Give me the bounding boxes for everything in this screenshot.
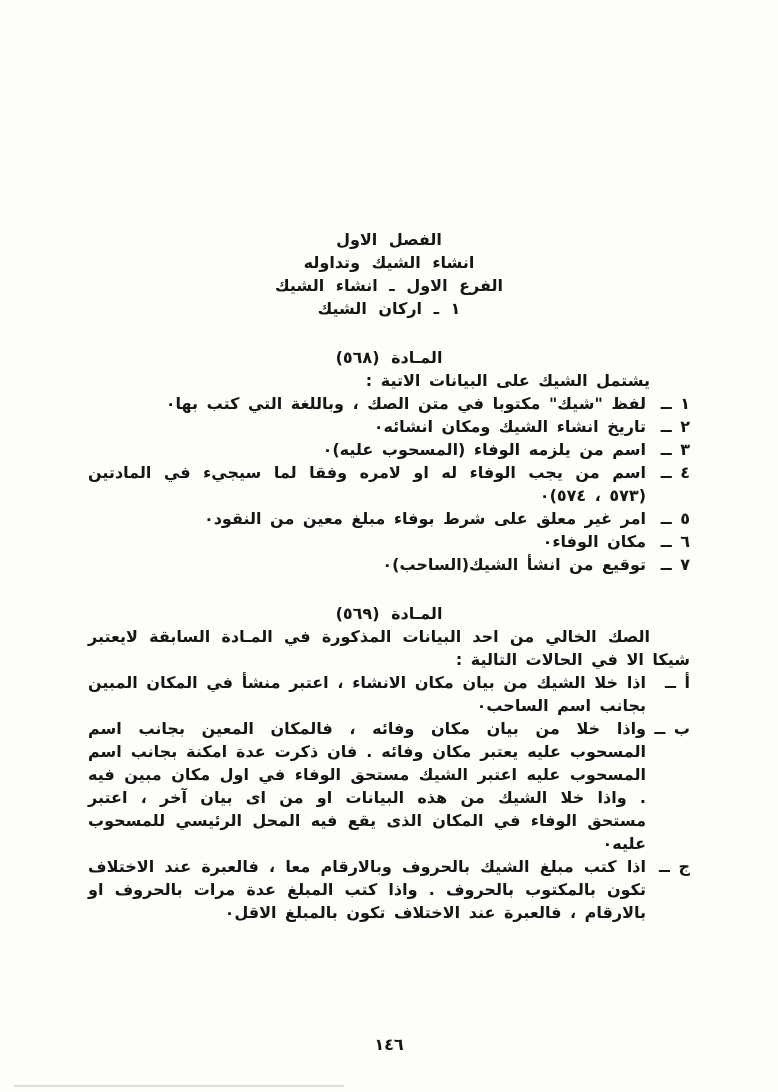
list-item [88,392,690,415]
item-text: اذا خلا الشيك من بيان مكان الانشاء ، اعتبر منشأ في المكان المبين بجانب اسم الساحب٠ [88,673,646,715]
article-569-heading: المـادة (٥٦٩) [335,604,443,623]
list-item [88,717,690,855]
list-item [88,553,690,576]
list-item [88,461,690,507]
item-marker: ٣ ــ [660,440,690,459]
item-text: اسم من يلزمه الوفاء (المسحوب عليه)٠ [322,440,646,459]
item-marker: ٢ ــ [660,417,690,436]
item-marker: ١ ــ [660,394,690,413]
item-text: مكان الوفاء٠ [542,532,646,551]
item-marker: ٦ ــ [660,532,690,551]
item-text: واذا خلا من بيان مكان وفائه ، فالمكان المعين بجانب اسم المسحوب عليه يعتبر مكان وفائه . فان ذكرت عدة امكنة بجانب اسم المسحوب عليه اعتبر الشيك مستحق الوفاء في اول مكان مبين فيه . واذا خلا الشيك من هذه البيانات او من اى بيان آخر ، اعتبر مستحق الوفاء في المكان الذى يقع فيه المحل الرئيسي للمسحوب عليه٠ [88,719,646,853]
item-marker: ٤ ــ [660,463,690,482]
page-content [88,228,690,924]
article-568-intro: يشتمل الشيك على البيانات الاتية : [365,371,650,390]
item-marker: أ ــ [665,673,690,692]
item-text: لفظ "شيك" مكتوبا في متن الصك ، وباللغة التي كتب بها٠ [165,394,646,413]
scan-artifact [14,1085,344,1087]
article-568 [88,346,690,576]
list-item [88,855,690,924]
article-569-intro: الصك الخالي من احد البيانات المذكورة في المـادة السابقة لايعتبر شيكا الا في الحالات التالية : [88,627,690,669]
item-marker: ٧ ــ [660,555,690,574]
list-item [88,507,690,530]
list-item [88,415,690,438]
item-text: تاريخ انشاء الشيك ومكان انشائه٠ [373,417,646,436]
page-number: ١٤٦ [374,1035,404,1054]
chapter-subtitle: انشاء الشيك وتداوله [303,253,475,272]
article-569 [88,602,690,924]
item-text: توقيع من انشأ الشيك(الساحب)٠ [382,555,646,574]
list-item [88,530,690,553]
item-text: اسم من يجب الوفاء له او لامره وفقا لما سيجيء في المادتين (٥٧٣ ، ٥٧٤)٠ [88,463,646,505]
page-footer [0,1035,778,1054]
item-marker: ٥ ــ [660,509,690,528]
document-header [88,228,690,320]
item-text: اذا كتب مبلغ الشيك بالحروف وبالارقام معا ، فالعبرة عند الاختلاف تكون بالمكتوب بالحروف . واذا كتب المبلغ عدة مرات بالحروف او بالارقام ، فالعبرة عند الاختلاف تكون بالمبلغ الاقل٠ [88,857,646,922]
item-marker: ب ــ [654,719,690,738]
list-item [88,438,690,461]
item-marker: ج ــ [658,857,690,876]
article-568-heading: المـادة (٥٦٨) [335,348,443,367]
section-title: الفرع الاول ـ انشاء الشيك [274,276,504,295]
list-item [88,671,690,717]
item-text: امر غير معلق على شرط بوفاء مبلغ معين من النقود٠ [203,509,646,528]
subsection-title: ١ ـ اركان الشيك [317,299,461,318]
chapter-title: الفصل الاول [336,230,442,249]
